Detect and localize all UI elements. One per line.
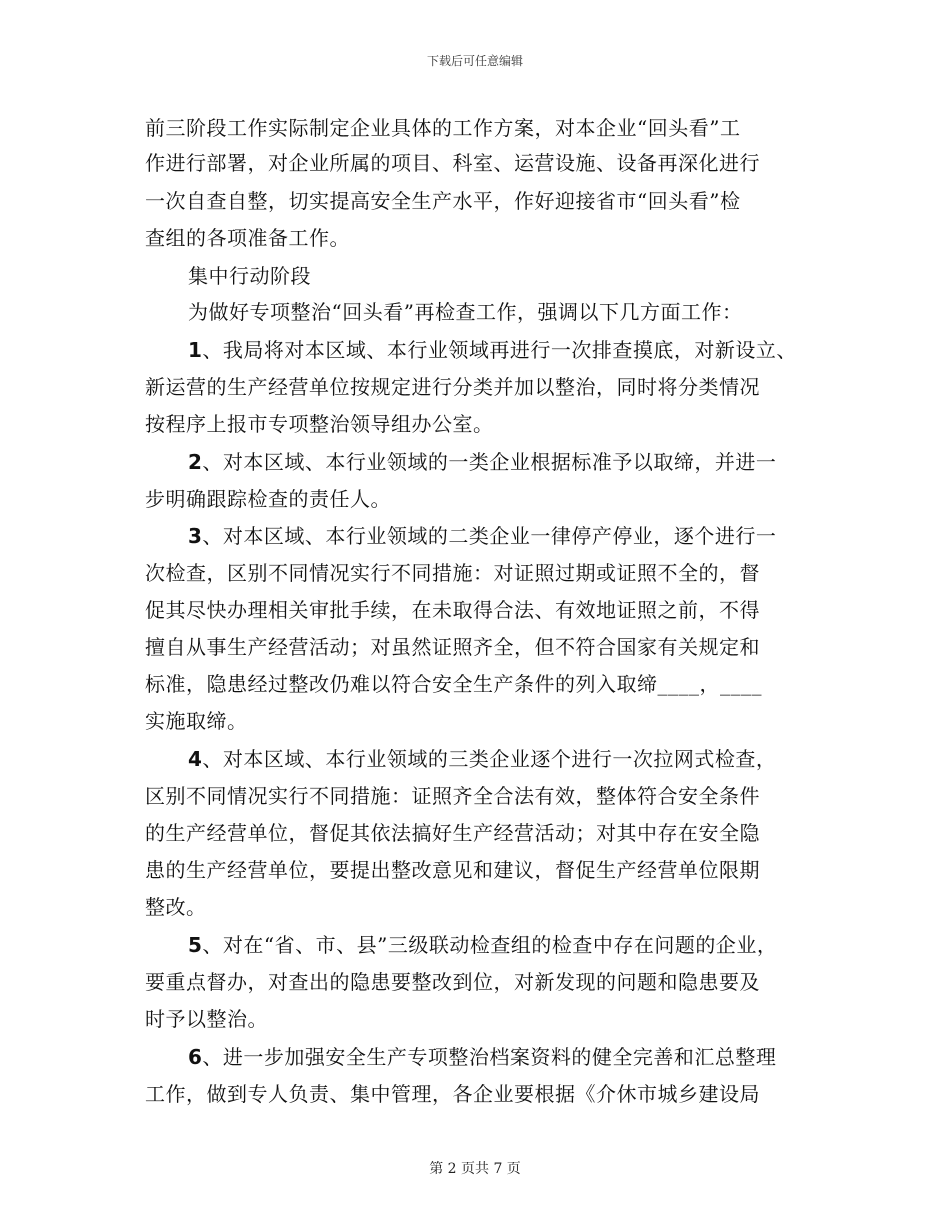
section-heading: 集中行动阶段	[188, 264, 311, 288]
list-number: 3	[188, 524, 203, 548]
body-line: 时予以整治。	[145, 1007, 268, 1031]
body-line: 步明确跟踪检查的责任人。	[145, 487, 391, 511]
body-line: 、对本区域、本行业领域的三类企业逐个进行一次拉网式检查，	[202, 747, 777, 771]
list-item-6	[188, 1045, 776, 1069]
body-line: 区别不同情况实行不同措施：证照齐全合法有效，整体符合安全条件	[145, 784, 760, 808]
list-number: 5	[188, 933, 203, 957]
list-item-5	[188, 933, 777, 957]
body-line: 擅自从事生产经营活动；对虽然证照齐全，但不符合国家有关规定和	[145, 635, 760, 659]
list-item-4	[188, 747, 776, 771]
list-number: 1	[188, 338, 203, 362]
body-line: 按程序上报市专项整治领导组办公室。	[145, 412, 494, 436]
body-line: 的生产经营单位，督促其依法搞好生产经营活动；对其中存在安全隐	[145, 821, 760, 845]
list-item-3	[188, 524, 776, 548]
body-line: 患的生产经营单位，要提出整改意见和建议，督促生产经营单位限期	[145, 858, 760, 882]
list-item-2	[188, 450, 776, 474]
page-footer: 第 2 页共 7 页	[429, 1161, 521, 1177]
list-number: 2	[188, 450, 203, 474]
body-line: 一次自查自整，切实提高安全生产水平，作好迎接省市“回头看”检	[145, 189, 741, 213]
body-line: 要重点督办，对查出的隐患要整改到位，对新发现的问题和隐患要及	[145, 970, 760, 994]
body-line: 工作，做到专人负责、集中管理，各企业要根据《介休市城乡建设局	[145, 1082, 760, 1106]
body-line: 、对本区域、本行业领域的二类企业一律停产停业，逐个进行一	[202, 524, 777, 548]
body-line: 查组的各项准备工作。	[145, 226, 350, 250]
body-line: 、我局将对本区域、本行业领域再进行一次排查摸底，对新设立、	[202, 338, 797, 362]
body-line: 实施取缔。	[145, 709, 248, 733]
body-line: 次检查，区别不同情况实行不同措施：对证照过期或证照不全的，督	[145, 561, 760, 585]
body-line: 促其尽快办理相关审批手续，在未取得合法、有效地证照之前，不得	[145, 598, 760, 622]
list-item-1	[188, 338, 797, 362]
body-line: 前三阶段工作实际制定企业具体的工作方案，对本企业“回头看”工	[145, 116, 741, 140]
body-line: 、进一步加强安全生产专项整治档案资料的健全完善和汇总整理	[202, 1045, 777, 1069]
body-line: 整改。	[145, 895, 207, 919]
body-line: 为做好专项整治“回头看”再检查工作，强调以下几方面工作：	[188, 300, 743, 324]
body-line: 、对本区域、本行业领域的一类企业根据标准予以取缔，并进一	[202, 450, 777, 474]
body-line: 、对在“省、市、县”三级联动检查组的检查中存在问题的企业，	[202, 933, 778, 957]
list-number: 6	[188, 1045, 203, 1069]
body-line: 标准，隐患经过整改仍难以符合安全生产条件的列入取缔____，____	[145, 672, 762, 696]
body-line: 新运营的生产经营单位按规定进行分类并加以整治，同时将分类情况	[145, 375, 760, 399]
page-header: 下载后可任意编辑	[426, 54, 523, 68]
body-line: 作进行部署，对企业所属的项目、科室、运营设施、设备再深化进行	[145, 151, 760, 175]
list-number: 4	[188, 747, 203, 771]
